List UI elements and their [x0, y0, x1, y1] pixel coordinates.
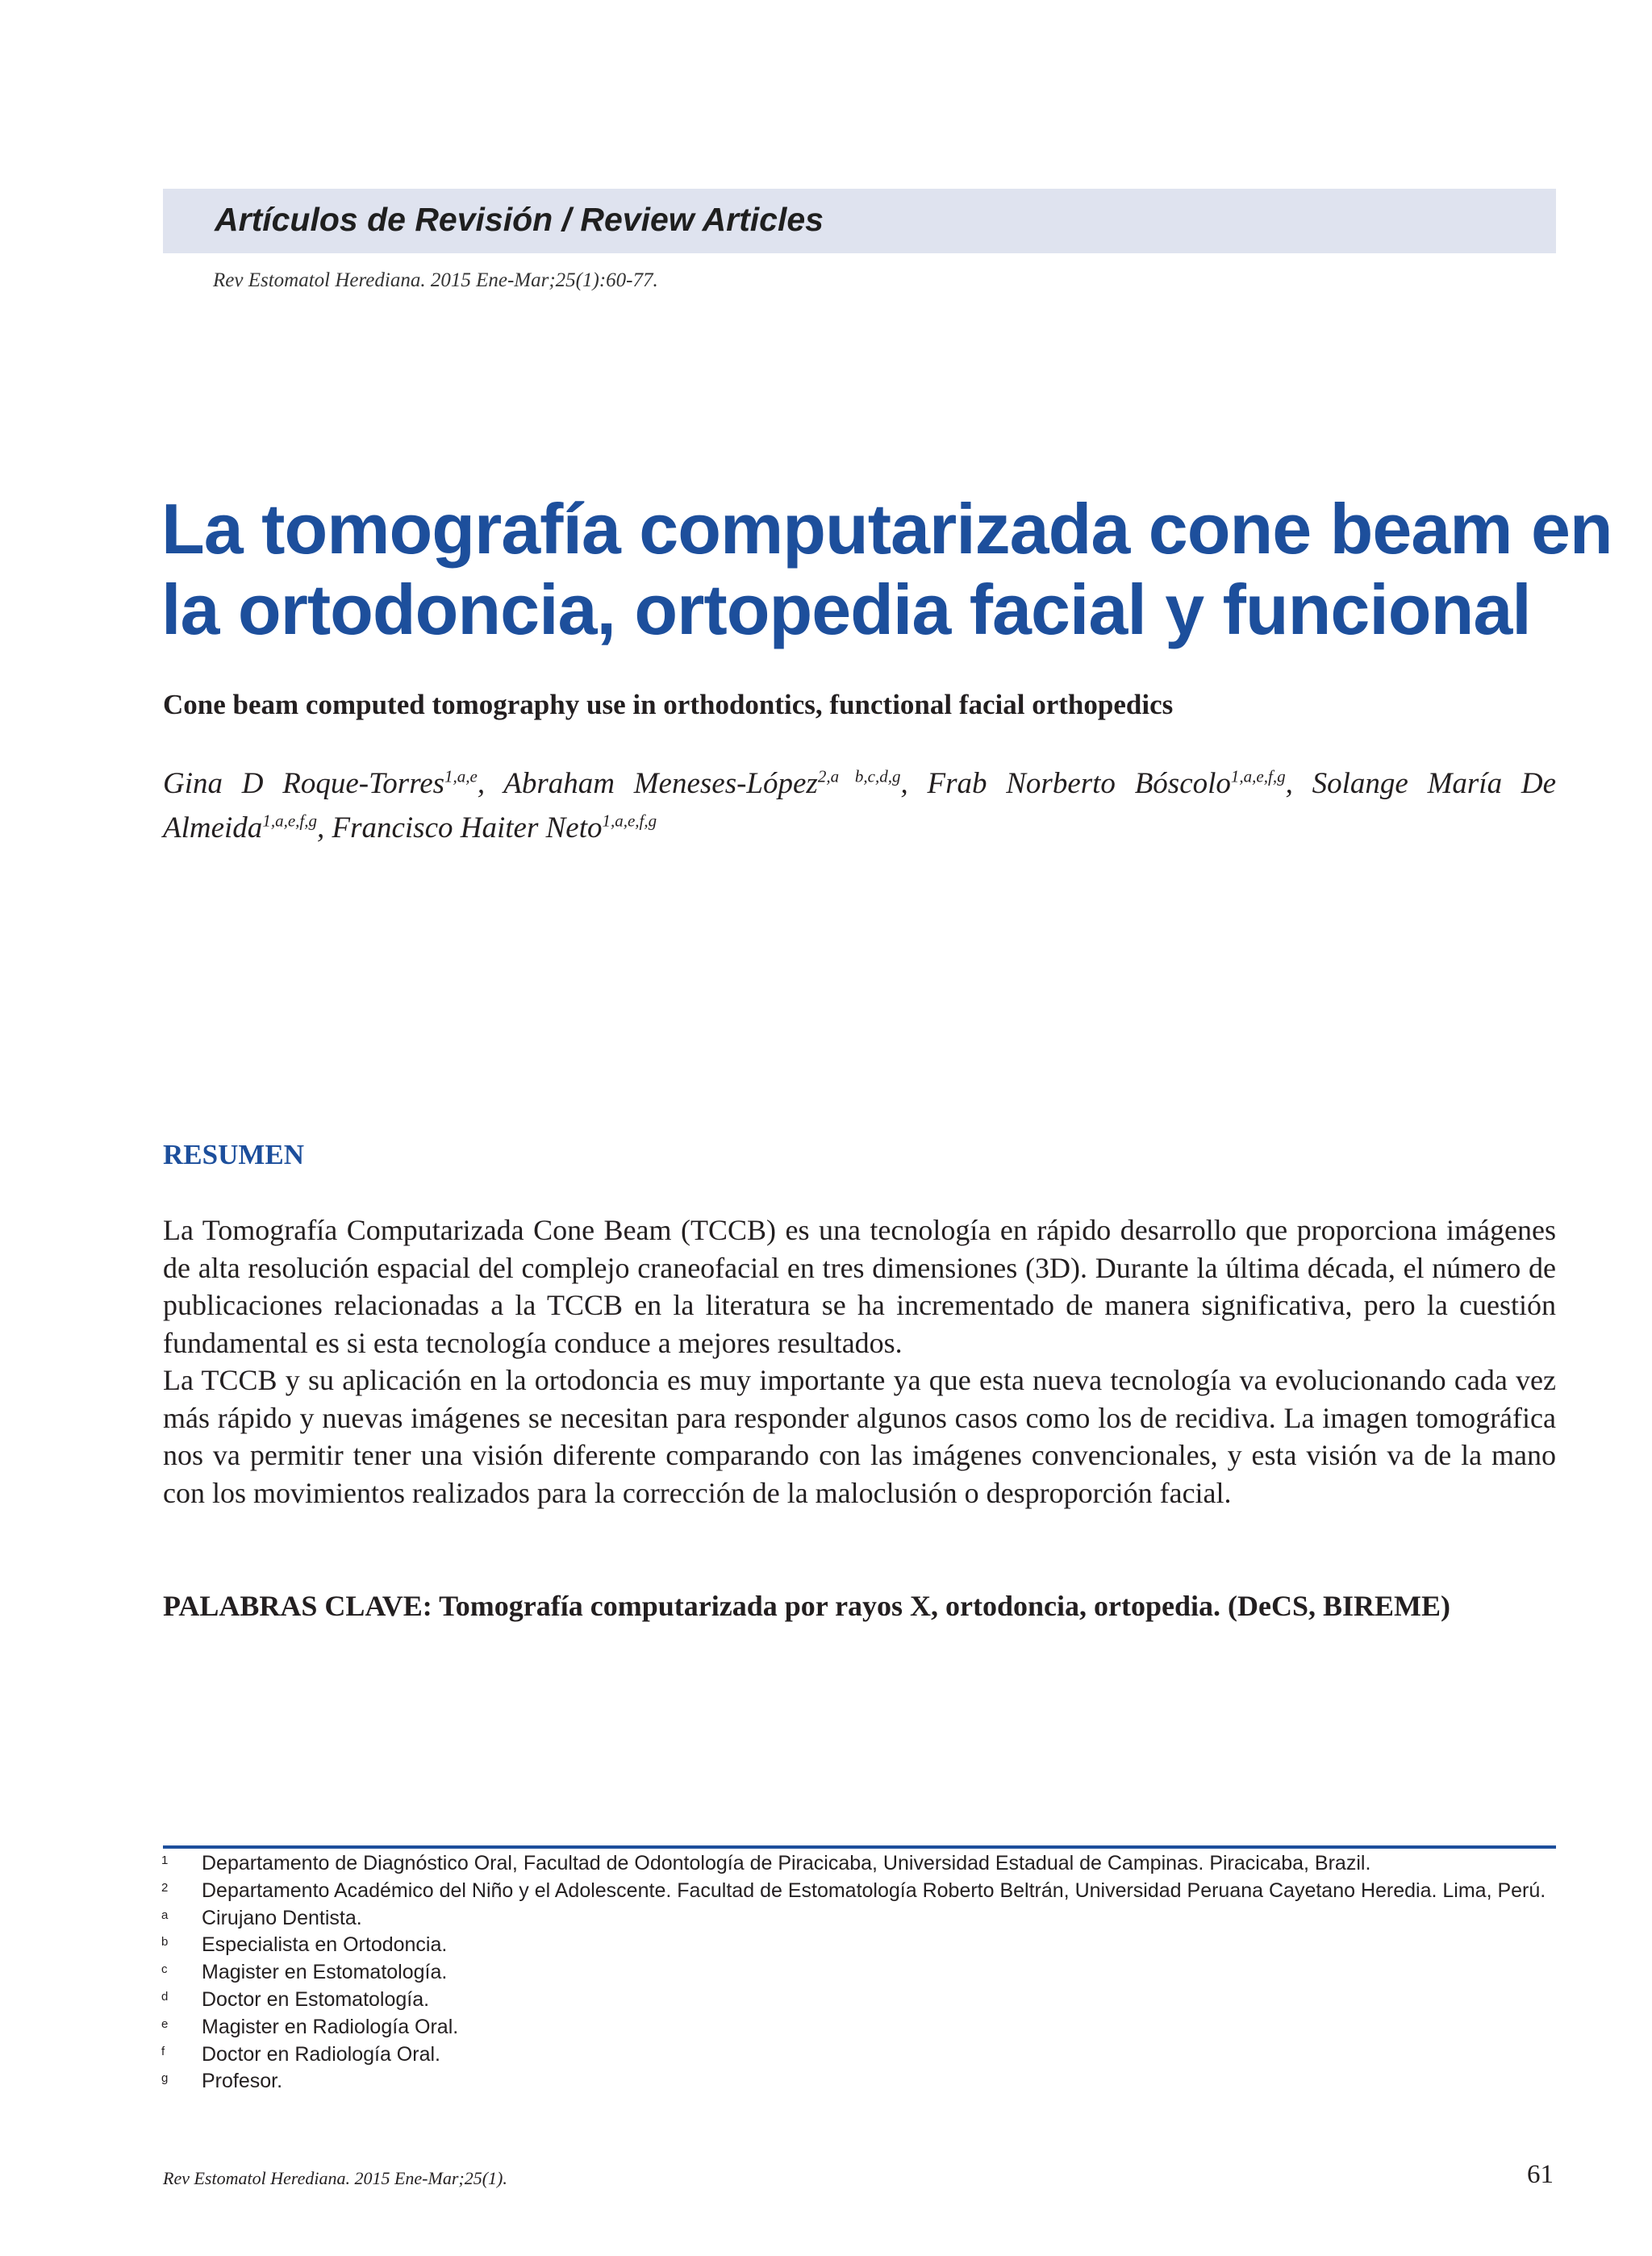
author-affiliation: 1,a,e,f,g	[262, 811, 317, 831]
abstract-heading: RESUMEN	[163, 1139, 305, 1170]
footnote	[161, 1987, 1556, 2014]
journal-citation: Rev Estomatol Herediana. 2015 Ene-Mar;25(1):60-77.	[213, 269, 658, 291]
author-affiliation: 1,a,e	[444, 766, 478, 786]
footnote-text: Magister en Radiología Oral.	[202, 2015, 459, 2038]
footnote	[161, 2068, 1556, 2095]
footnote-mark: e	[161, 2016, 169, 2031]
footnote	[161, 1932, 1556, 1959]
author-name: Gina D Roque-Torres	[163, 767, 445, 800]
title-line-2: la ortodoncia, ortopedia facial y funcional	[161, 569, 1531, 649]
footnote-mark: d	[161, 1989, 169, 2004]
abstract-paragraph: La TCCB y su aplicación en la ortodoncia es muy importante ya que esta nueva tecnología va evolucionando cada vez más rápido y nuevas imágenes se necesitan para responder algunos casos como los de recidiva. La imagen tomográfica nos va permitir tener una visión diferente comparando con las imágenes convencionales, y esta visión va de la mano con los movimientos realizados para la corrección de la maloclusión o desproporción facial.	[163, 1364, 1556, 1509]
footer-citation: Rev Estomatol Herediana. 2015 Ene-Mar;25(1).	[163, 2168, 507, 2188]
article-subtitle: Cone beam computed tomography use in orthodontics, functional facial orthopedics	[163, 689, 1174, 720]
footnote-text: Profesor.	[202, 2070, 283, 2093]
footnote-text: Departamento Académico del Niño y el Adolescente. Facultad de Estomatología Roberto Beltrán, Universidad Peruana Cayetano Heredia. Lima, Perú.	[202, 1879, 1546, 1902]
footnote-text: Doctor en Radiología Oral.	[202, 2042, 440, 2066]
footnote	[161, 1905, 1556, 1933]
footnote-mark: 1	[161, 1854, 169, 1867]
footnote	[161, 1959, 1556, 1987]
author-name: Frab Norberto Bóscolo	[927, 767, 1231, 800]
title-line-1: La tomografía computarizada cone beam en	[161, 489, 1612, 569]
footnote	[161, 2041, 1556, 2069]
author-affiliation: 2,a b,c,d,g	[817, 766, 901, 786]
footnote-text: Departamento de Diagnóstico Oral, Facultad de Odontología de Piracicaba, Universidad Estadual de Campinas. Piracicaba, Brazil.	[202, 1852, 1371, 1874]
abstract-body	[163, 1211, 1556, 1512]
footnote-text: Magister en Estomatología.	[202, 1961, 448, 1984]
author-name: Francisco Haiter Neto	[332, 811, 603, 844]
footnote-mark: f	[161, 2044, 165, 2058]
author-name: Solange María De Almeida	[163, 767, 1557, 844]
abstract-paragraph: La Tomografía Computarizada Cone Beam (TCCB) es una tecnología en rápido desarrollo que proporciona imágenes de alta resolución espacial del complejo craneofacial en tres dimensiones (3D). Durante la última década, el número de publicaciones relacionadas a la TCCB en la literatura se ha incrementado de manera significativa, pero la cuestión fundamental es si esta tecnología conduce a mejores resultados.	[163, 1214, 1556, 1359]
author-name: Abraham Meneses-López	[503, 767, 818, 800]
section-label: Artículos de Revisión / Review Articles	[215, 201, 824, 238]
footnote-mark: c	[161, 1962, 168, 1977]
footnote-mark: b	[161, 1935, 169, 1950]
footnote-mark: a	[161, 1908, 169, 1922]
footnote-divider	[163, 1845, 1556, 1849]
page-number: 61	[1527, 2160, 1554, 2189]
footnote	[161, 1850, 1556, 1878]
footnotes	[161, 1850, 1556, 2095]
footnote-mark: 2	[161, 1880, 169, 1895]
footnote-text: Doctor en Estomatología.	[202, 1987, 430, 2011]
article-title	[161, 489, 1612, 650]
footnote	[161, 1878, 1556, 1905]
author-list: Gina D Roque-Torres$^{1,a,e}$, Abraham Meneses-López$^{2,a b,c,d,g}$, Frab Norberto Bóscolo$^{1,a,e,f,g}$, Solange María De Almeida$^{1,a,e,f,g}$, Francisco Haiter Neto$^{1,a,e,f,g}$	[163, 766, 1557, 844]
footnote	[161, 2014, 1556, 2041]
footnote-text: Especialista en Ortodoncia.	[202, 1933, 448, 1957]
author-affiliation: 1,a,e,f,g	[602, 811, 657, 831]
author-affiliation: 1,a,e,f,g	[1230, 766, 1286, 786]
footnote-mark: g	[161, 2071, 169, 2086]
footnote-text: Cirujano Dentista.	[202, 1906, 362, 1929]
keywords: PALABRAS CLAVE: Tomografía computarizada por rayos X, ortodoncia, ortopedia. (DeCS, BIREME)	[163, 1590, 1451, 1622]
